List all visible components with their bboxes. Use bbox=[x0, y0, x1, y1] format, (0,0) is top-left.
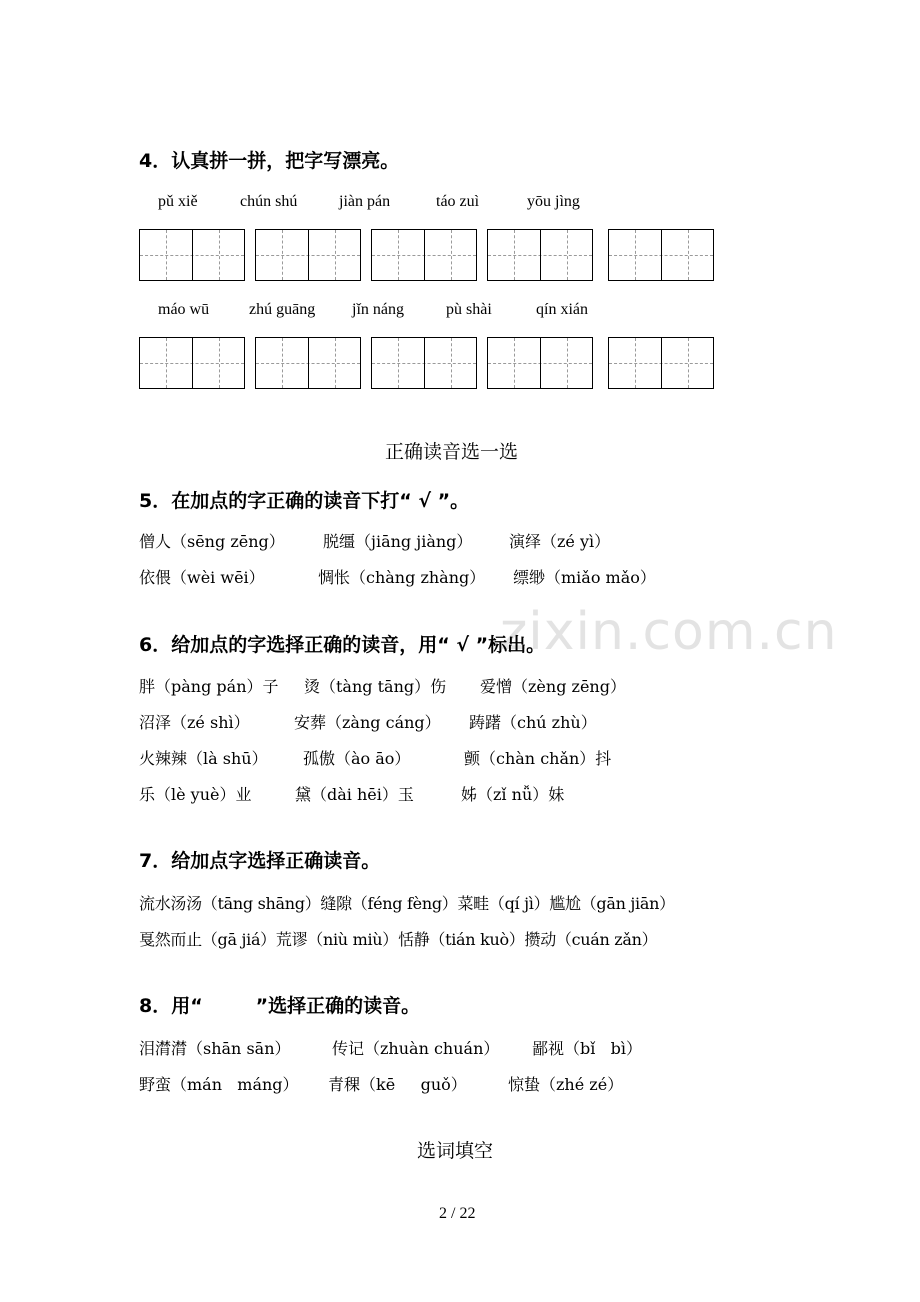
q8-item: 泪潸潸（shān sān） bbox=[139, 1039, 291, 1058]
q5-item: 僧人（sēng zēng） bbox=[139, 532, 285, 551]
q8-item: 传记（zhuàn chuán） bbox=[332, 1039, 500, 1058]
q4-pinyin-8: jǐn náng bbox=[352, 301, 404, 318]
watermark: zixin.com.cn bbox=[500, 602, 838, 662]
q4-pinyin-3: jiàn pán bbox=[339, 193, 391, 210]
q5-item: 缥缈（miǎo mǎo） bbox=[513, 568, 656, 587]
writing-grid[interactable] bbox=[487, 229, 593, 281]
q5-item: 惆怅（chàng zhàng） bbox=[318, 568, 486, 587]
q6-item: 乐（lè yuè）业 bbox=[139, 785, 252, 804]
q6-item: 孤傲（ào āo） bbox=[303, 749, 411, 768]
q6-item: 烫（tàng tāng）伤 bbox=[304, 677, 447, 696]
writing-grid[interactable] bbox=[255, 229, 361, 281]
writing-grid[interactable] bbox=[608, 337, 714, 389]
q7-line: 流水汤汤（tāng shāng）缝隙（féng fèng）菜畦（qí jì）尴尬（gān jiān） bbox=[139, 894, 675, 913]
q5-item: 脱缰（jiāng jiàng） bbox=[323, 532, 473, 551]
q4-pinyin-9: pù shài bbox=[446, 301, 492, 318]
q4-pinyin-7: zhú guāng bbox=[249, 301, 316, 318]
q8-item: 鄙视（bǐ bì） bbox=[532, 1039, 642, 1058]
q6-item: 沼泽（zé shì） bbox=[139, 713, 250, 732]
q4-pinyin-10: qín xián bbox=[536, 301, 588, 318]
q5-item: 依偎（wèi wēi） bbox=[139, 568, 265, 587]
q6-item: 爱憎（zèng zēng） bbox=[480, 677, 626, 696]
q6-item: 安葬（zàng cáng） bbox=[294, 713, 441, 732]
q8-title: 8．用“ ”选择正确的读音。 bbox=[139, 995, 421, 1017]
writing-grid[interactable] bbox=[139, 229, 245, 281]
q4-pinyin-2: chún shú bbox=[240, 193, 298, 210]
writing-grid[interactable] bbox=[139, 337, 245, 389]
q5-item: 演绎（zé yì） bbox=[509, 532, 611, 551]
writing-grid[interactable] bbox=[487, 337, 593, 389]
q6-item: 颤（chàn chǎn）抖 bbox=[464, 749, 612, 768]
page-number: 2 / 22 bbox=[439, 1205, 476, 1222]
q8-item: 惊蛰（zhé zé） bbox=[508, 1075, 624, 1094]
q6-item: 胖（pàng pán）子 bbox=[139, 677, 279, 696]
q4-pinyin-4: táo zuì bbox=[436, 193, 480, 210]
writing-grid[interactable] bbox=[255, 337, 361, 389]
q5-title: 5．在加点的字正确的读音下打“ √ ”。 bbox=[139, 490, 470, 512]
q6-item: 火辣辣（là shū） bbox=[139, 749, 268, 768]
q6-item: 黛（dài hēi）玉 bbox=[295, 785, 414, 804]
q4-pinyin-1: pǔ xiě bbox=[158, 193, 198, 210]
q4-pinyin-5: yōu jìng bbox=[527, 193, 580, 210]
q8-item: 野蛮（mán máng） bbox=[139, 1075, 299, 1094]
section-heading-fill-words: 选词填空 bbox=[417, 1140, 494, 1162]
writing-grid[interactable] bbox=[371, 229, 477, 281]
q6-title: 6．给加点的字选择正确的读音，用“ √ ”标出。 bbox=[139, 634, 546, 656]
q6-item: 姊（zǐ nǚ）妹 bbox=[461, 785, 565, 804]
q7-line: 戛然而止（gā jiá）荒谬（niù miù）恬静（tián kuò）攒动（cuán zǎn） bbox=[139, 930, 658, 949]
writing-grid[interactable] bbox=[371, 337, 477, 389]
writing-grid[interactable] bbox=[608, 229, 714, 281]
section-heading-pronunciation: 正确读音选一选 bbox=[385, 441, 519, 463]
q4-pinyin-6: máo wū bbox=[158, 301, 210, 318]
q6-item: 踌躇（chú zhù） bbox=[469, 713, 597, 732]
q7-title: 7．给加点字选择正确读音。 bbox=[139, 850, 381, 872]
q4-title: 4．认真拼一拼，把字写漂亮。 bbox=[139, 150, 400, 172]
q8-item: 青稞（kē guǒ） bbox=[328, 1075, 467, 1094]
